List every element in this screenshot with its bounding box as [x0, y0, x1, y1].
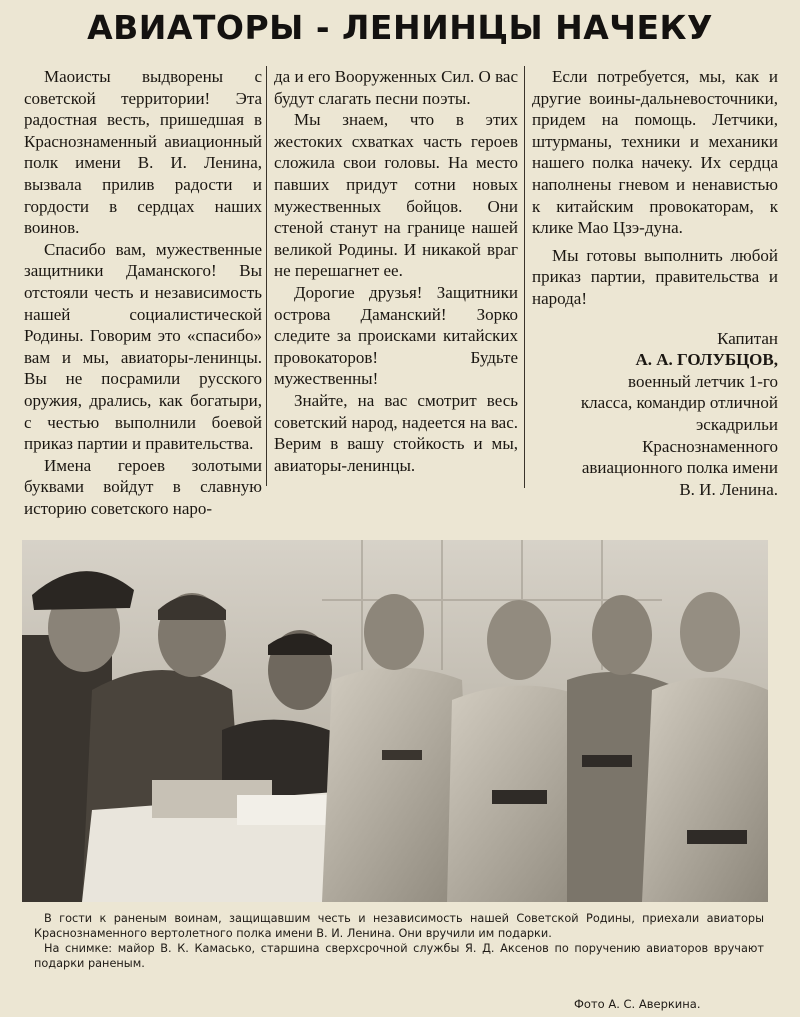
article-column-3	[532, 66, 778, 500]
caption-paragraph: На снимке: майор В. К. Камасько, старшина сверхсрочной службы Я. Д. Аксенов по поручению авиаторов вручают подарки раненым.	[34, 942, 764, 970]
headline: АВИАТОРЫ - ЛЕНИНЦЫ НАЧЕКУ	[87, 8, 713, 47]
article-column-2	[274, 66, 518, 476]
photo-credit: Фото А. С. Аверкина.	[574, 997, 701, 1011]
news-photo	[22, 540, 768, 902]
caption-paragraph: В гости к раненым воинам, защищавшим честь и независимость нашей Советской Родины, приехали авиаторы Краснознаменного вертолетного полка имени В. И. Ленина. Они вручили им подарки.	[34, 912, 764, 940]
column-divider-1	[266, 66, 267, 486]
paragraph: Дорогие друзья! Защитники острова Даманский! Зорко следите за происками китайских провокаторов! Будьте мужественны!	[274, 282, 518, 389]
paragraph: Мы знаем, что в этих жестоких схватках часть героев сложила свои головы. На место павших придут сотни новых мужественных бойцов. Они стеной станут на границе нашей великой Родины. И никакой враг не перешагнет ее.	[274, 110, 518, 281]
signature-block	[532, 328, 778, 501]
signature-name: А. А. ГОЛУБЦОВ,	[635, 350, 778, 370]
paragraph: Мы готовы выполнить любой приказ партии, правительства и народа!	[532, 245, 778, 308]
photo-caption	[34, 911, 764, 971]
signature-title: военный летчик 1-го класса, командир отличной эскадрильи Краснознаменного авиационного полка имени В. И. Ленина.	[580, 371, 778, 499]
column-divider-2	[524, 66, 525, 488]
paragraph: Маоисты выдворены с советской территории! Эта радостная весть, пришедшая в Краснознаменный авиационный полк имени В. И. Ленина, вызвала прилив радости и гордости в сердцах наших воинов.	[24, 67, 262, 238]
paragraph: Знайте, на вас смотрит весь советский народ, надеется на вас. Верим в вашу стойкость и мы, авиаторы-ленинцы.	[274, 390, 518, 475]
paragraph: Спасибо вам, мужественные защитники Даманского! Вы отстояли честь и независимость нашей социалистической Родины. Говорим это «спасибо» вам и мы, авиаторы-ленинцы. Вы не посрамили русского оружия, дрались, как богатыри, с честью выполнили боевой приказ партии и правительства.	[24, 239, 262, 454]
paragraph: Имена героев золотыми буквами войдут в славную историю советского наро-	[24, 455, 262, 518]
paragraph-continuation: да и его Вооруженных Сил. О вас будут слагать песни поэты.	[274, 67, 518, 108]
signature-rank: Капитан	[717, 328, 778, 348]
photo-illustration	[22, 540, 768, 902]
paragraph: Если потребуется, мы, как и другие воины-дальневосточники, придем на помощь. Летчики, штурманы, техники и механики нашего полка начеку. Их сердца наполнены гневом и ненавистью к китайским провокаторам, к клике Мао Цзэ-дуна.	[532, 67, 778, 238]
article-column-1	[24, 66, 262, 519]
